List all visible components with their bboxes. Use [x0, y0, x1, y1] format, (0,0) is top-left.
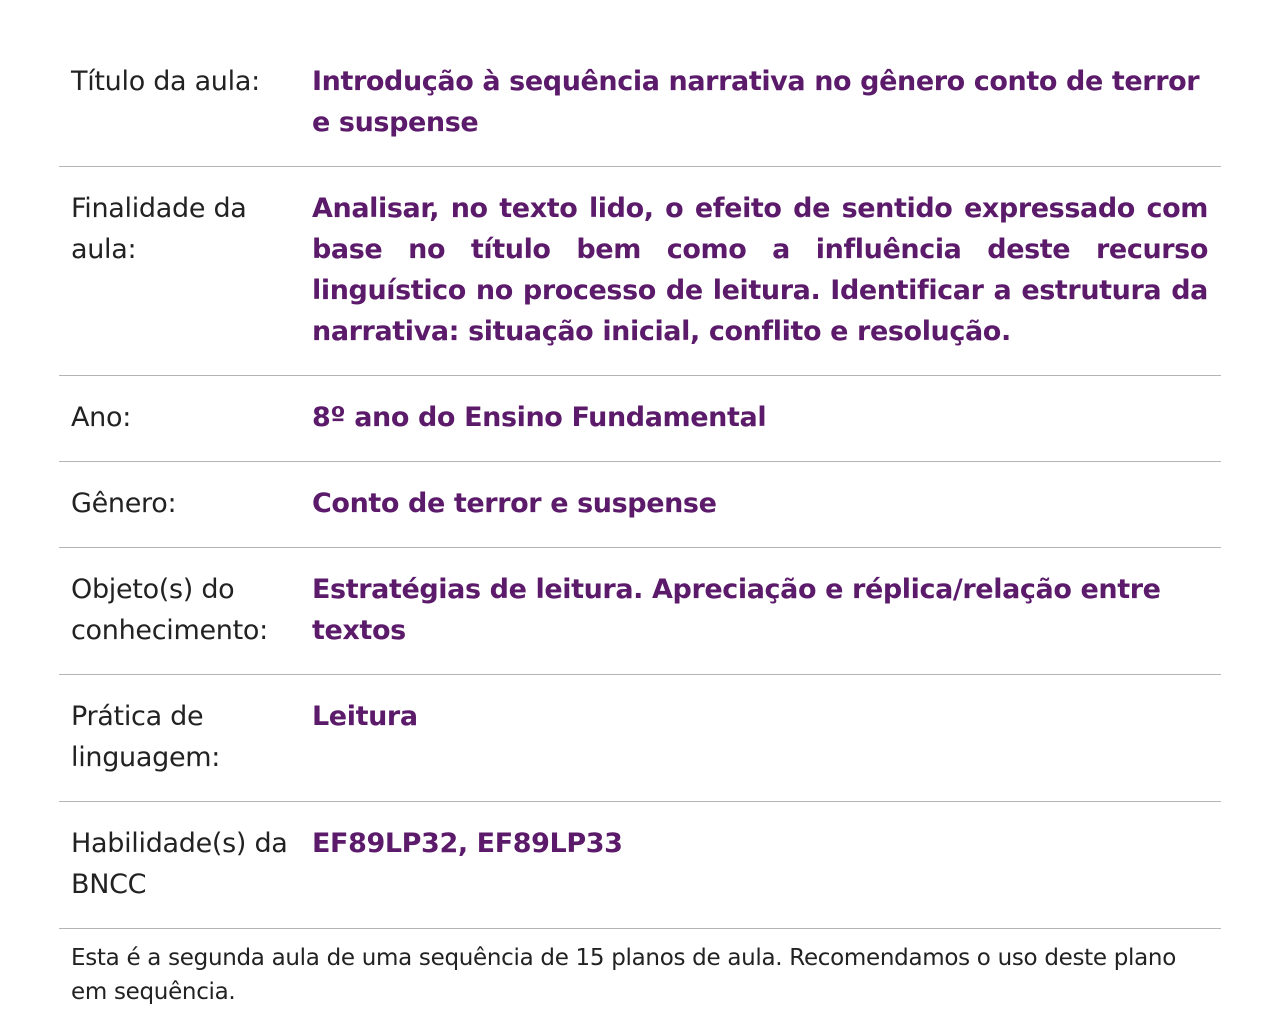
lesson-title-label: Título da aula:	[59, 40, 300, 167]
row-language-practice	[59, 675, 1221, 802]
language-practice-label: Prática de linguagem:	[59, 675, 300, 802]
row-genre	[59, 462, 1221, 548]
genre-label: Gênero:	[59, 462, 300, 548]
row-year	[59, 376, 1221, 462]
lesson-title-value: Introdução à sequência narrativa no gênero conto de terror e suspense	[300, 40, 1221, 167]
language-practice-value: Leitura	[300, 675, 1221, 802]
bncc-skills-value: EF89LP32, EF89LP33	[300, 802, 1221, 929]
row-lesson-title	[59, 40, 1221, 167]
row-lesson-purpose	[59, 167, 1221, 376]
genre-value: Conto de terror e suspense	[300, 462, 1221, 548]
bncc-skills-label: Habilidade(s) da BNCC	[59, 802, 300, 929]
lesson-plan-sheet	[59, 40, 1221, 1009]
row-knowledge-objects	[59, 548, 1221, 675]
lesson-plan-table	[59, 40, 1221, 929]
knowledge-objects-label: Objeto(s) do conhecimento:	[59, 548, 300, 675]
year-value: 8º ano do Ensino Fundamental	[300, 376, 1221, 462]
sequence-note: Esta é a segunda aula de uma sequência de 15 planos de aula. Recomendamos o uso deste plano em sequência.	[71, 945, 1176, 1005]
lesson-purpose-value: Analisar, no texto lido, o efeito de sentido expressado com base no título bem como a influência deste recurso linguístico no processo de leitura. Identificar a estrutura da narrativa: situação inicial, conflito e resolução.	[300, 167, 1221, 376]
knowledge-objects-value: Estratégias de leitura. Apreciação e réplica/relação entre textos	[300, 548, 1221, 675]
year-label: Ano:	[59, 376, 300, 462]
row-bncc-skills	[59, 802, 1221, 929]
lesson-purpose-label: Finalidade da aula:	[59, 167, 300, 376]
